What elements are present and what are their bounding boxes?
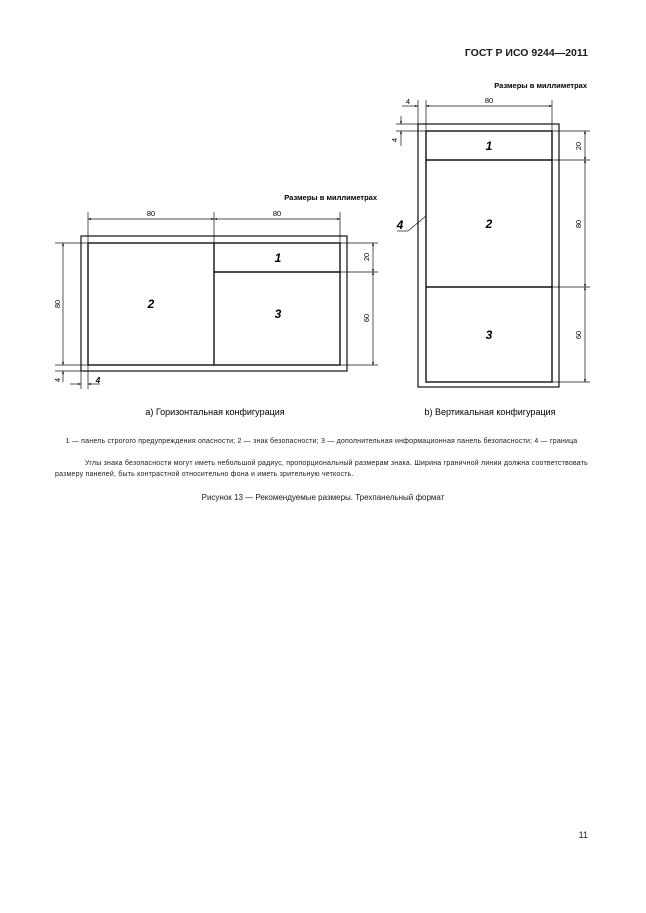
vertical-inner-frame	[426, 131, 552, 382]
horizontal-panel-2-label: 2	[147, 297, 155, 311]
caption-horizontal: а) Горизонтальная конфигурация	[145, 407, 285, 417]
vertical-border-leader	[408, 216, 426, 231]
horizontal-height-top-dim: 20	[362, 252, 371, 262]
caption-vertical: b) Вертикальная конфигурация	[424, 407, 556, 417]
vertical-panel-1-label: 1	[485, 139, 493, 153]
vertical-border-v-dim: 4	[390, 137, 399, 143]
horizontal-panel-3-label: 3	[274, 307, 282, 321]
vertical-h1-dim: 20	[574, 141, 583, 151]
horizontal-height-bottom-dim: 60	[362, 313, 371, 323]
vertical-border-h-dim: 4	[405, 97, 411, 106]
vertical-h3-dim: 60	[574, 330, 583, 340]
vertical-width-dim: 80	[484, 96, 494, 105]
units-label-horizontal: Размеры в миллиметрах	[284, 193, 377, 202]
horizontal-border-label: 4	[95, 376, 101, 385]
horizontal-height-dim: 80	[53, 299, 62, 309]
page-number: 11	[578, 830, 588, 840]
horizontal-border-v-dim: 4	[53, 377, 62, 383]
vertical-border-label: 4	[396, 218, 404, 232]
vertical-panel-2-label: 2	[485, 217, 493, 231]
units-label-vertical: Размеры в миллиметрах	[494, 81, 587, 90]
standard-header: ГОСТ Р ИСО 9244—2011	[464, 47, 588, 59]
figure-note: Углы знака безопасности могут иметь небольшой радиус, пропорциональный размерам знака. Ширина граничной линии должна соответствовать размеру панелей, быть контрастной относительно фона и иметь зрительную четкость.	[55, 460, 588, 478]
horizontal-width-left-dim: 80	[146, 209, 156, 218]
horizontal-panel-1-label: 1	[274, 251, 282, 265]
figure-title: Рисунок 13 — Рекомендуемые размеры. Трехпанельный формат	[201, 493, 445, 502]
vertical-panel-3-label: 3	[485, 328, 493, 342]
vertical-outer-border	[418, 124, 559, 387]
horizontal-width-right-dim: 80	[272, 209, 282, 218]
figures-diagram	[0, 0, 646, 430]
figure-legend: 1 — панель строгого предупреждения опасности; 2 — знак безопасности; 3 — дополнительная информационная панель безопасности; 4 — граница	[65, 438, 578, 445]
vertical-h2-dim: 80	[574, 219, 583, 229]
